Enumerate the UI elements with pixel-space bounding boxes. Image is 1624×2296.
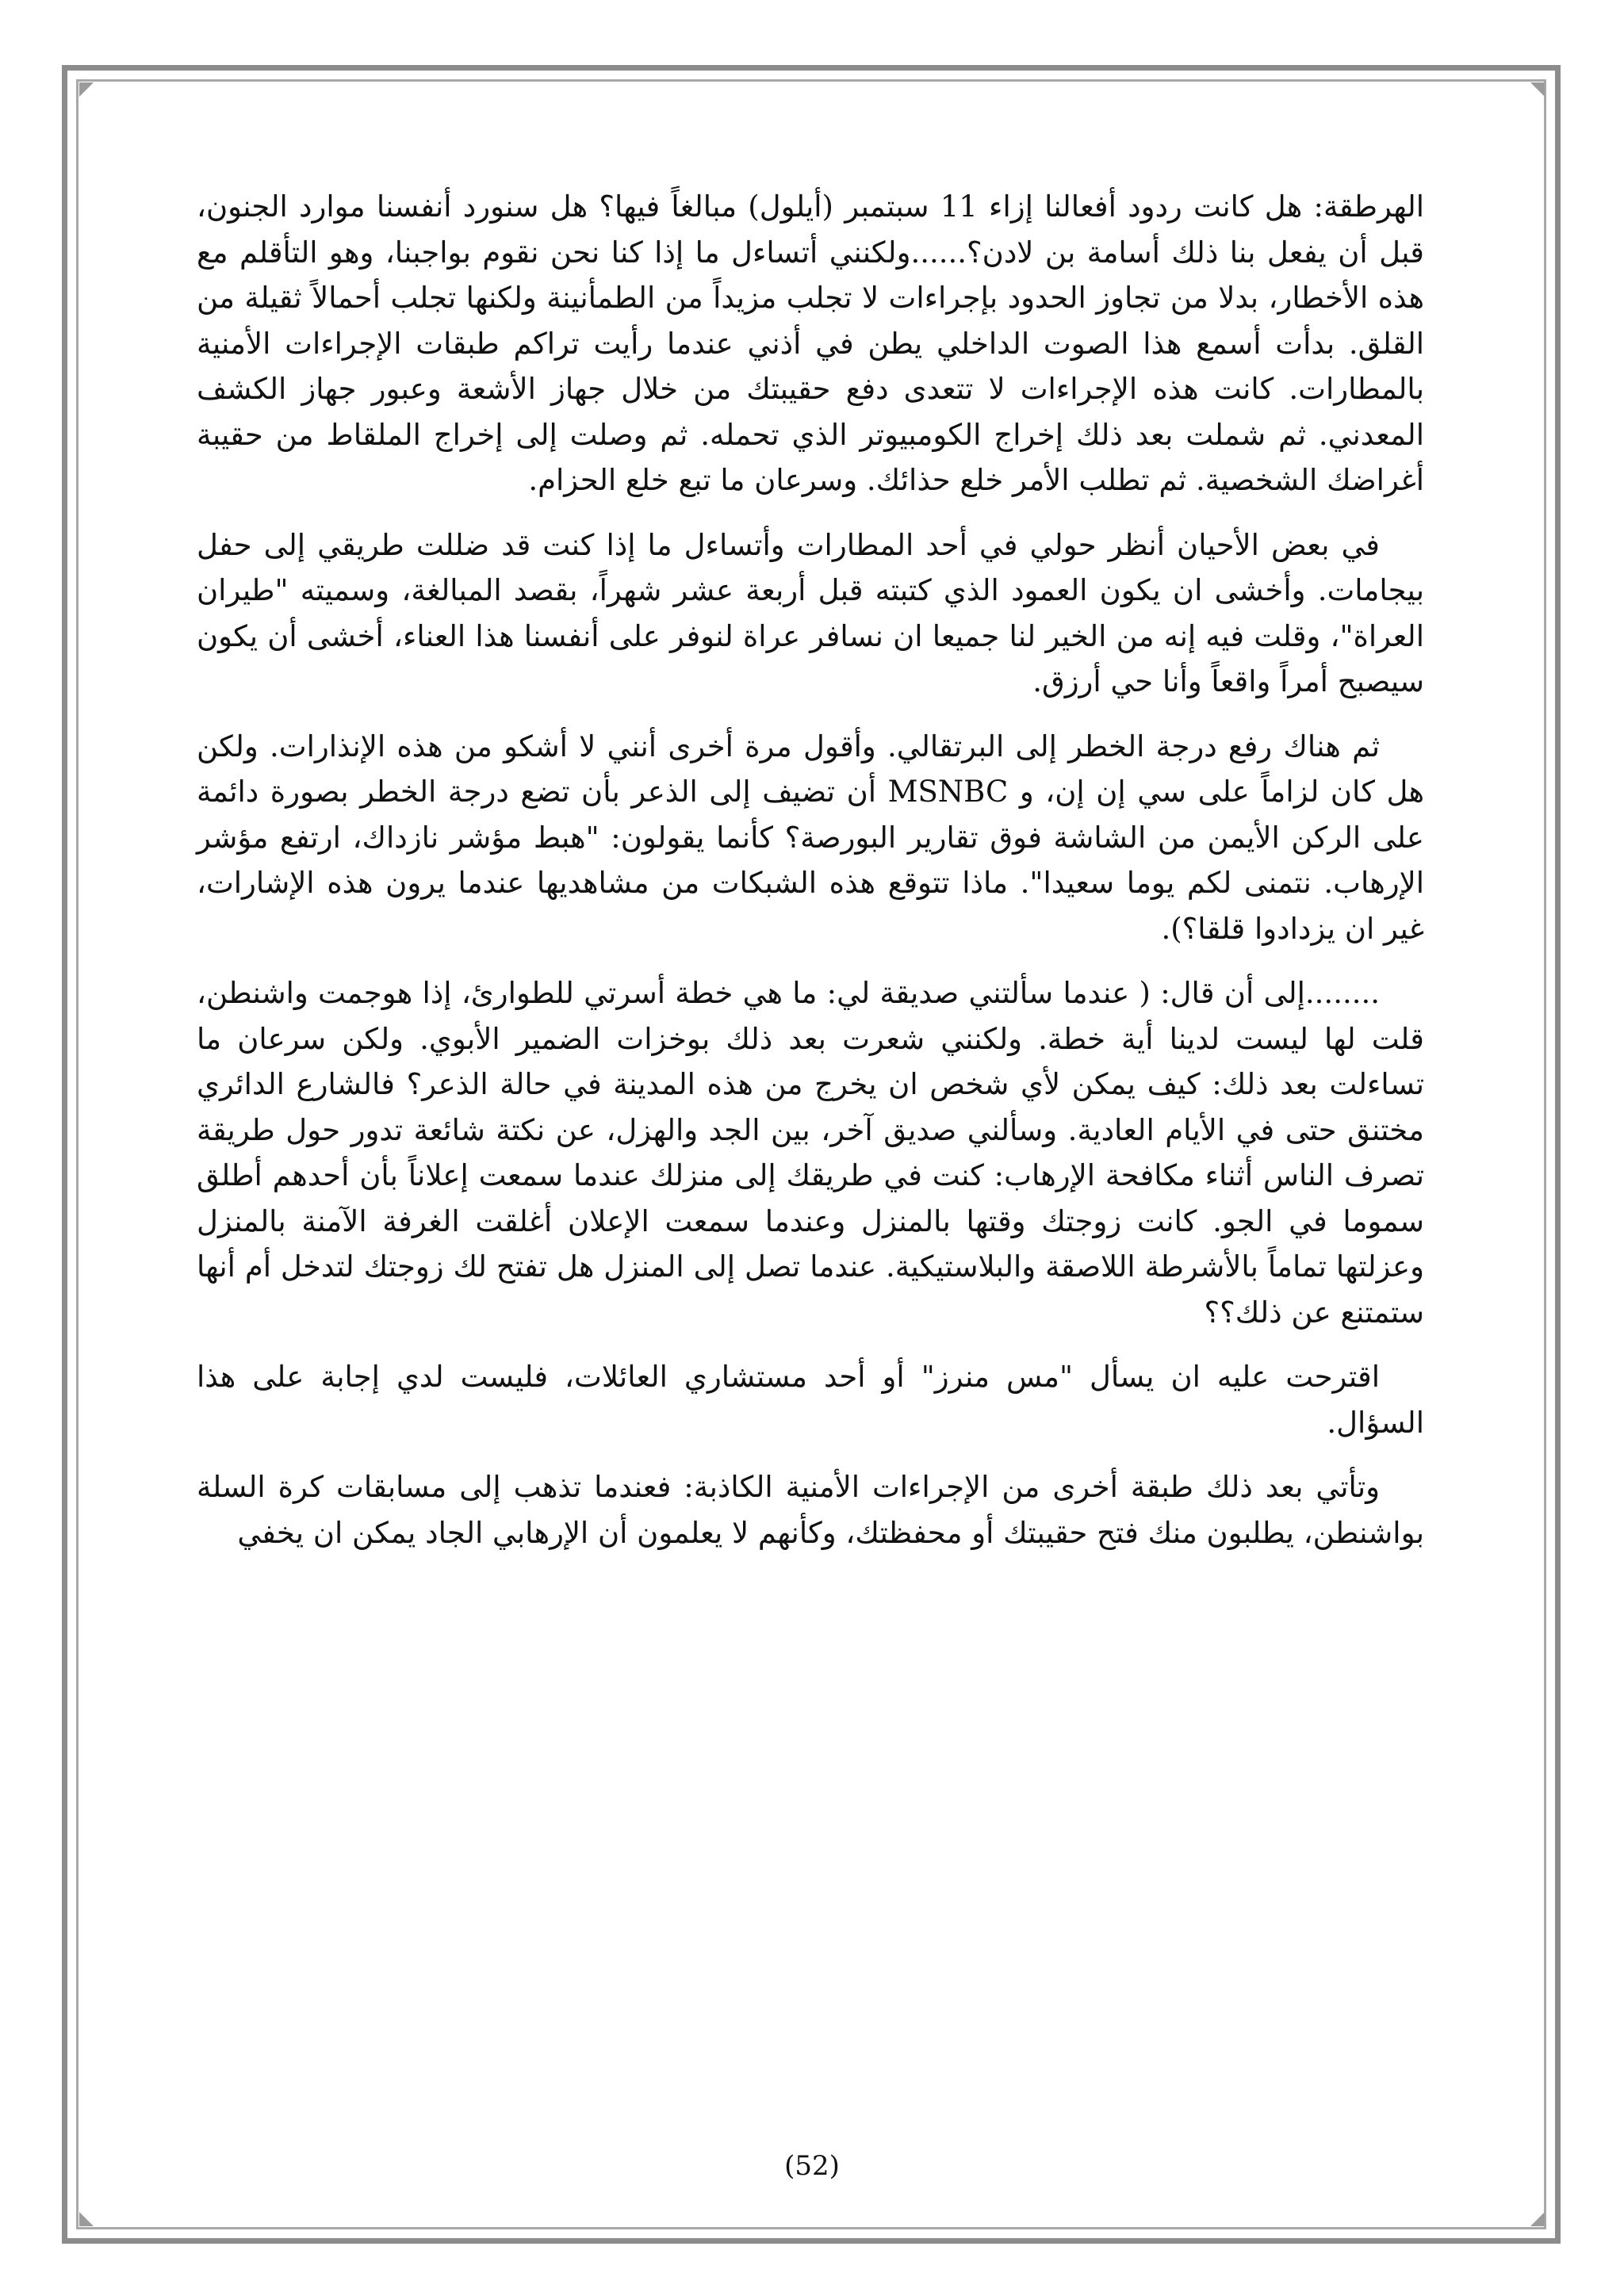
paragraph-2: في بعض الأحيان أنظر حولي في أحد المطارات وأتساءل ما إذا كنت قد ضللت طريقي إلى حفل بيجامات. وأخشى ان يكون العمود الذي كتبته قبل أربعة عشر شهراً، بقصد المبالغة، وسميته "طيران العراة"، وقلت فيه إنه من الخير لنا جميعا ان نسافر عراة لنوفر على أنفسنا هذا العناء، أخشى أن يكون سيصبح أمراً واقعاً وأنا حي أرزق. xyxy=(197,527,1424,698)
corner-ornament-icon xyxy=(1530,2212,1545,2226)
page-number: (52) xyxy=(784,2150,840,2182)
paragraph-4: ........إلى أن قال: ( عندما سألتني صديقة لي: ما هي خطة أسرتي للطوارئ، إذا هوجمت واشنطن، قلت لها ليست لدينا أية خطة. ولكنني شعرت بعد ذلك بوخزات الضمير الأبوي. ولكن سرعان ما تساءلت بعد ذلك: كيف يمكن لأي شخص ان يخرج من هذه المدينة في حالة الذعر؟ فالشارع الدائري مختنق حتى في الأيام العادية. وسألني صديق آخر، بين الجد والهزل، عن نكتة شائعة تدور حول طريقة تصرف الناس أثناء مكافحة الإرهاب: كنت في طريقك إلى منزلك عندما سمعت إعلاناً بأن أحدهم أطلق سموما في الجو. كانت زوجتك وقتها بالمنزل وعندما سمعت الإعلان أغلقت الغرفة الآمنة بالمنزل وعزلتها تماماً بالأشرطة اللاصقة والبلاستيكية. عندما تصل إلى المنزل هل تفتح لك زوجتك لتدخل أم أنها ستمتنع عن ذلك؟؟ xyxy=(197,976,1424,1330)
corner-ornament-icon xyxy=(79,2212,94,2226)
paragraph-1: الهرطقة: هل كانت ردود أفعالنا إزاء 11 سبتمبر (أيلول) مبالغاً فيها؟ هل سنورد أنفسنا موارد الجنون، قبل أن يفعل بنا ذلك أسامة بن لادن؟......ولكنني أتساءل ما إذا كنا نحن نقوم بواجبنا، وهو التأقلم مع هذه الأخطار، بدلا من تجاوز الحدود بإجراءات لا تجلب مزيداً من الطمأنينة ولكنها تجلب أحمالاً ثقيلة من القلق. بدأت أسمع هذا الصوت الداخلي يطن في أذني عندما رأيت تراكم طبقات الإجراءات الأمنية بالمطارات. كانت هذه الإجراءات لا تتعدى دفع حقيبتك من خلال جهاز الأشعة وعبور جهاز الكشف المعدني. ثم شملت بعد ذلك إخراج الكومبيوتر الذي تحمله. ثم وصلت إلى إخراج الملقاط من حقيبة أغراضك الشخصية. ثم تطلب الأمر خلع حذائك. وسرعان ما تبع خلع الحزام. xyxy=(197,189,1424,497)
paragraph-3: ثم هناك رفع درجة الخطر إلى البرتقالي. وأقول مرة أخرى أنني لا أشكو من هذه الإنذارات. ولكن هل كان لزاماً على سي إن إن، و MSNBC أن تضيف إلى الذعر بأن تضع درجة الخطر بصورة دائمة على الركن الأيمن من الشاشة فوق تقارير البورصة؟ كأنما يقولون: "هبط مؤشر نازداك، ارتفع مؤشر الإرهاب. نتمنى لكم يوما سعيدا". ماذا تتوقع هذه الشبكات من مشاهديها عندما يرون هذه الإشارات، غير ان يزدادوا قلقا؟). xyxy=(197,729,1424,946)
paragraph-5: اقترحت عليه ان يسأل "مس منرز" أو أحد مستشاري العائلات، فليست لدي إجابة على هذا السؤال. xyxy=(197,1360,1424,1440)
page-body xyxy=(197,184,1424,1575)
corner-ornament-icon xyxy=(79,82,94,97)
paragraph-6: وتأتي بعد ذلك طبقة أخرى من الإجراءات الأمنية الكاذبة: فعندما تذهب إلى مسابقات كرة السلة بواشنطن، يطلبون منك فتح حقيبتك أو محفظتك، وكأنهم لا يعلمون أن الإرهابي الجاد يمكن ان يخفي xyxy=(197,1470,1424,1550)
corner-ornament-icon xyxy=(1530,82,1545,97)
